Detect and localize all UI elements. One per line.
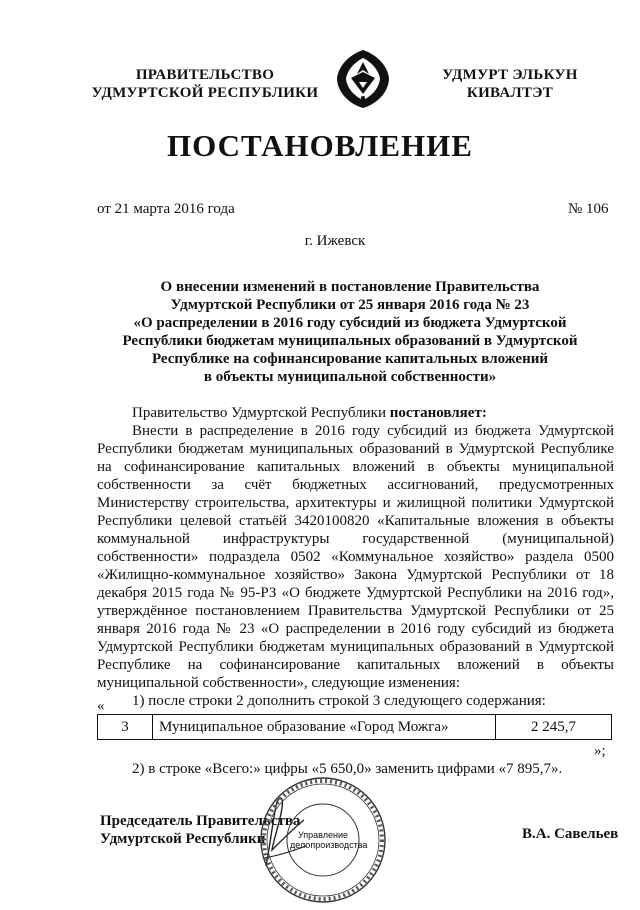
heading-line: Удмуртской Республики от 25 января 2016 года № 23 [170, 297, 530, 313]
document-title: ПОСТАНОВЛЕНИЕ [167, 128, 473, 163]
document-number: № 106 [568, 201, 609, 217]
open-quote: « [97, 698, 105, 714]
item-2: 2) в строке «Всего:» цифры «5 650,0» заменить цифрами «7 895,7». [132, 761, 563, 777]
document-heading [110, 278, 590, 386]
signatory-title-line1: Председатель Правительства [100, 813, 301, 829]
heading-line: Республики бюджетам муниципальных образований в Удмуртской [122, 333, 578, 349]
heading-line: в объекты муниципальной собственности» [203, 369, 497, 385]
row-value: 2 245,7 [496, 715, 612, 740]
heading-line: «О распределении в 2016 году субсидий из бюджета Удмуртской [133, 315, 567, 331]
document-body [97, 404, 614, 710]
header-right-line1: УДМУРТ ЭЛЬКУН [442, 67, 578, 83]
document-city: г. Ижевск [304, 233, 366, 249]
header-left [80, 66, 330, 102]
preamble-text: Правительство Удмуртской Республики [132, 405, 390, 421]
stamp-center-text [290, 830, 368, 850]
main-paragraph: Внести в распределение в 2016 году субсидий из бюджета Удмуртской Республики бюджетам муниципальных образований в Удмуртской Республике на софинансирование капитальных вложений в объекты муниципальной собственности за счёт бюджетных ассигнований, предусмотренных Министерству строительства, архитектуры и жилищной политики Удмуртской Республики целевой статьёй 3420100820 «Капитальные вложения в объекты коммунальной инфраструктуры государственной (муниципальной) собственности» подраздела 0502 «Коммунальное хозяйство» раздела 0500 «Жилищно-коммунальное хозяйство» Закона Удмуртской Республики от 18 декабря 2015 года № 95-РЗ «О бюджете Удмуртской Республики на 2016 год», утверждённое постановлением Правительства Удмуртской Республики от 25 января 2016 года № 23 «О распределении в 2016 году субсидий из бюджета Удмуртской Республики бюджетам муниципальных образований в Удмуртской Республике на софинансирование капитальных вложений в объекты муниципальной собственности», следующие изменения: [97, 423, 614, 691]
header-right-line2: КИВАЛТЭТ [466, 85, 554, 101]
amendment-table [97, 714, 612, 740]
header-left-line1: ПРАВИТЕЛЬСТВО [135, 67, 275, 83]
row-name: Муниципальное образование «Город Можга» [153, 715, 496, 740]
preamble [97, 404, 614, 422]
close-quote: »; [594, 743, 606, 759]
signatory-title-line2: Удмуртской Республики [100, 831, 266, 847]
preamble-bold: постановляет: [389, 405, 487, 421]
heading-line: Республике на софинансирование капитальных вложений [151, 351, 549, 367]
item-1: 1) после строки 2 дополнить строкой 3 следующего содержания: [132, 693, 546, 709]
signatory-name: В.А. Савельев [522, 826, 619, 842]
table-row [98, 715, 612, 740]
stamp-line1: Управление [297, 830, 349, 840]
heading-line: О внесении изменений в постановление Правительства [160, 279, 540, 295]
row-number: 3 [98, 715, 153, 740]
document-date: от 21 марта 2016 года [97, 201, 235, 217]
stamp-line2: делопроизводства [290, 840, 368, 850]
header-right [430, 66, 590, 102]
coat-of-arms-emblem [333, 48, 393, 110]
header-left-line2: УДМУРТСКОЙ РЕСПУБЛИКИ [91, 85, 319, 101]
